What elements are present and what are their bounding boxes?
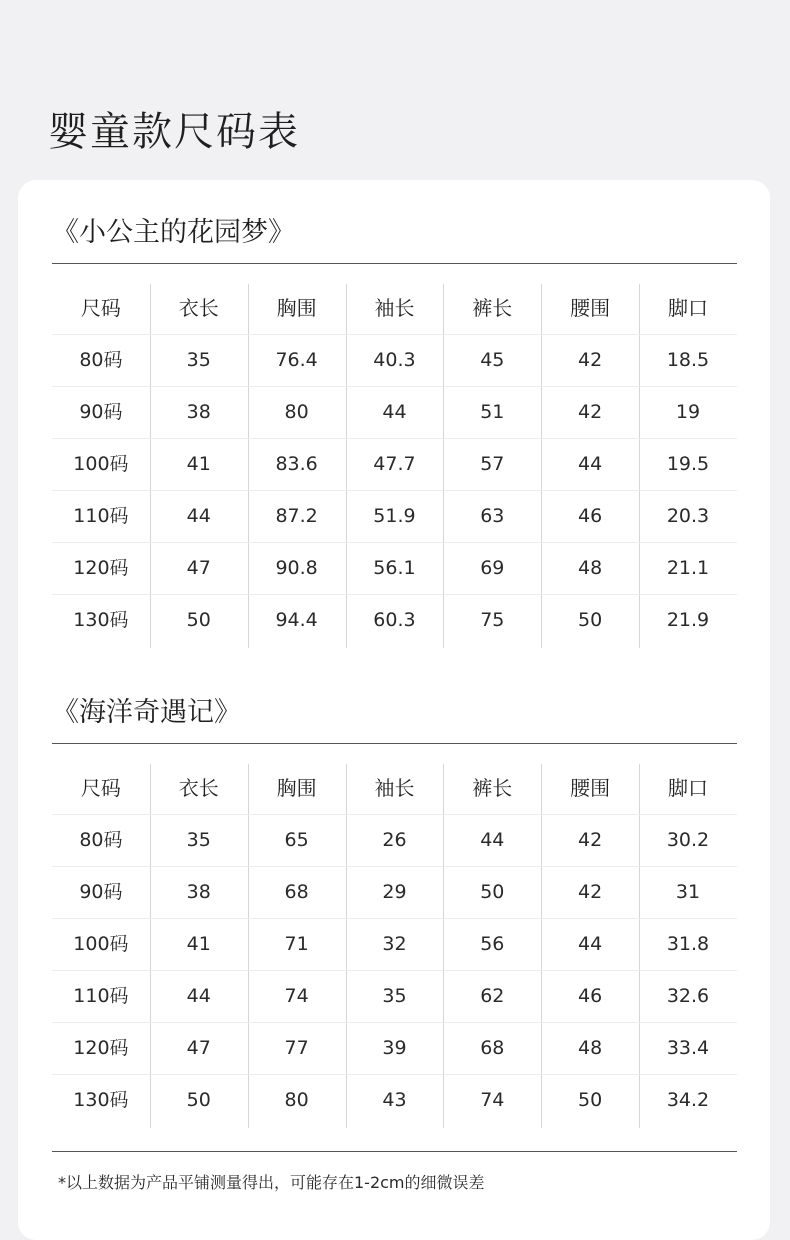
column-header: 尺码	[80, 296, 121, 320]
column-header: 胸围	[276, 776, 317, 800]
measurement-cell: 44	[382, 401, 407, 423]
measurement-cell: 19	[675, 401, 701, 423]
column-header: 衣长	[178, 776, 219, 800]
size-label: 100码	[73, 453, 129, 475]
measurement-cell: 56	[480, 933, 505, 955]
measurement-cell: 32.6	[666, 985, 710, 1007]
measurement-cell: 76.4	[275, 349, 318, 371]
measurement-cell: 18.5	[666, 349, 710, 371]
measurement-cell: 71	[284, 933, 309, 955]
measurement-cell: 50	[578, 609, 603, 631]
table-row	[52, 594, 737, 646]
measurement-cell: 75	[480, 609, 505, 631]
table-row	[52, 334, 737, 386]
table-header-row	[52, 762, 737, 814]
measurement-cell: 94.4	[275, 609, 318, 631]
measurement-cell: 38	[186, 881, 211, 903]
section-title: 《海洋奇遇记》	[52, 697, 241, 728]
measurement-cell: 46	[578, 505, 603, 527]
measurement-cell: 50	[578, 1089, 603, 1111]
measurement-cell: 51.9	[373, 505, 416, 527]
size-label: 130码	[73, 1089, 129, 1111]
measurement-cell: 65	[284, 829, 309, 851]
measurement-cell: 56.1	[373, 557, 416, 579]
size-label: 120码	[73, 557, 129, 579]
measurement-cell: 50	[480, 881, 505, 903]
table-header-row	[52, 282, 737, 334]
measurement-cell: 42	[578, 401, 603, 423]
measurement-cell: 44	[186, 985, 211, 1007]
column-header: 袖长	[374, 296, 415, 320]
measurement-cell: 57	[480, 453, 505, 475]
size-label: 110码	[73, 505, 129, 527]
measurement-cell: 90.8	[275, 557, 318, 579]
measurement-cell: 31.8	[666, 933, 710, 955]
footnote-divider	[52, 1151, 737, 1152]
measurement-cell: 51	[480, 401, 505, 423]
measurement-cell: 31	[675, 881, 701, 903]
measurement-cell: 26	[382, 829, 407, 851]
measurement-cell: 45	[480, 349, 505, 371]
measurement-cell: 47	[186, 1037, 211, 1059]
measurement-cell: 39	[382, 1037, 407, 1059]
measurement-cell: 30.2	[666, 829, 710, 851]
measurement-cell: 29	[382, 881, 407, 903]
measurement-cell: 80	[284, 401, 309, 423]
measurement-cell: 44	[186, 505, 211, 527]
measurement-cell: 42	[578, 349, 603, 371]
size-label: 100码	[73, 933, 129, 955]
column-header: 衣长	[178, 296, 219, 320]
measurement-cell: 32	[382, 933, 407, 955]
table-row	[52, 438, 737, 490]
table-row	[52, 1074, 737, 1126]
measurement-cell: 40.3	[373, 349, 416, 371]
measurement-cell: 50	[186, 609, 211, 631]
measurement-cell: 35	[186, 349, 211, 371]
column-header: 裤长	[472, 776, 513, 800]
measurement-cell: 34.2	[666, 1089, 710, 1111]
measurement-cell: 35	[186, 829, 211, 851]
measurement-cell: 80	[284, 1089, 309, 1111]
measurement-cell: 41	[186, 933, 211, 955]
table-row	[52, 970, 737, 1022]
measurement-cell: 50	[186, 1089, 211, 1111]
table-row	[52, 386, 737, 438]
size-label: 80码	[79, 829, 123, 851]
table-row	[52, 866, 737, 918]
column-header: 胸围	[276, 296, 317, 320]
section-divider	[52, 263, 737, 264]
measurement-cell: 63	[480, 505, 505, 527]
measurement-cell: 77	[284, 1037, 309, 1059]
size-label: 80码	[79, 349, 123, 371]
measurement-cell: 43	[382, 1089, 407, 1111]
measurement-cell: 41	[186, 453, 211, 475]
measurement-cell: 42	[578, 881, 603, 903]
page-title: 婴童款尺码表	[48, 109, 300, 155]
measurement-cell: 33.4	[666, 1037, 710, 1059]
table-row	[52, 918, 737, 970]
measurement-cell: 19.5	[666, 453, 710, 475]
measurement-cell: 68	[480, 1037, 505, 1059]
column-header: 脚口	[667, 776, 708, 800]
measurement-cell: 20.3	[666, 505, 710, 527]
size-label: 90码	[79, 401, 123, 423]
table-row	[52, 1022, 737, 1074]
measurement-cell: 87.2	[275, 505, 318, 527]
table-row	[52, 490, 737, 542]
footnote: *以上数据为产品平铺测量得出，可能存在1-2cm的细微误差	[58, 1173, 485, 1192]
measurement-cell: 83.6	[275, 453, 318, 475]
column-header: 腰围	[570, 296, 611, 320]
size-label: 130码	[73, 609, 129, 631]
measurement-cell: 46	[578, 985, 603, 1007]
size-label: 90码	[79, 881, 123, 903]
measurement-cell: 44	[578, 453, 603, 475]
measurement-cell: 74	[480, 1089, 505, 1111]
section-title: 《小公主的花园梦》	[52, 217, 295, 248]
measurement-cell: 48	[578, 1037, 603, 1059]
measurement-cell: 60.3	[373, 609, 416, 631]
column-header: 袖长	[374, 776, 415, 800]
measurement-cell: 38	[186, 401, 211, 423]
measurement-cell: 42	[578, 829, 603, 851]
measurement-cell: 44	[578, 933, 603, 955]
measurement-cell: 62	[480, 985, 505, 1007]
measurement-cell: 21.1	[666, 557, 710, 579]
measurement-cell: 35	[382, 985, 407, 1007]
measurement-cell: 48	[578, 557, 603, 579]
column-header: 腰围	[570, 776, 611, 800]
measurement-cell: 21.9	[666, 609, 710, 631]
column-header: 裤长	[472, 296, 513, 320]
measurement-cell: 47	[186, 557, 211, 579]
measurement-cell: 74	[284, 985, 309, 1007]
column-header: 尺码	[80, 776, 121, 800]
table-row	[52, 814, 737, 866]
measurement-cell: 44	[480, 829, 505, 851]
measurement-cell: 68	[284, 881, 309, 903]
measurement-cell: 69	[480, 557, 505, 579]
size-label: 110码	[73, 985, 129, 1007]
section-divider	[52, 743, 737, 744]
table-row	[52, 542, 737, 594]
column-header: 脚口	[667, 296, 708, 320]
size-label: 120码	[73, 1037, 129, 1059]
measurement-cell: 47.7	[373, 453, 416, 475]
